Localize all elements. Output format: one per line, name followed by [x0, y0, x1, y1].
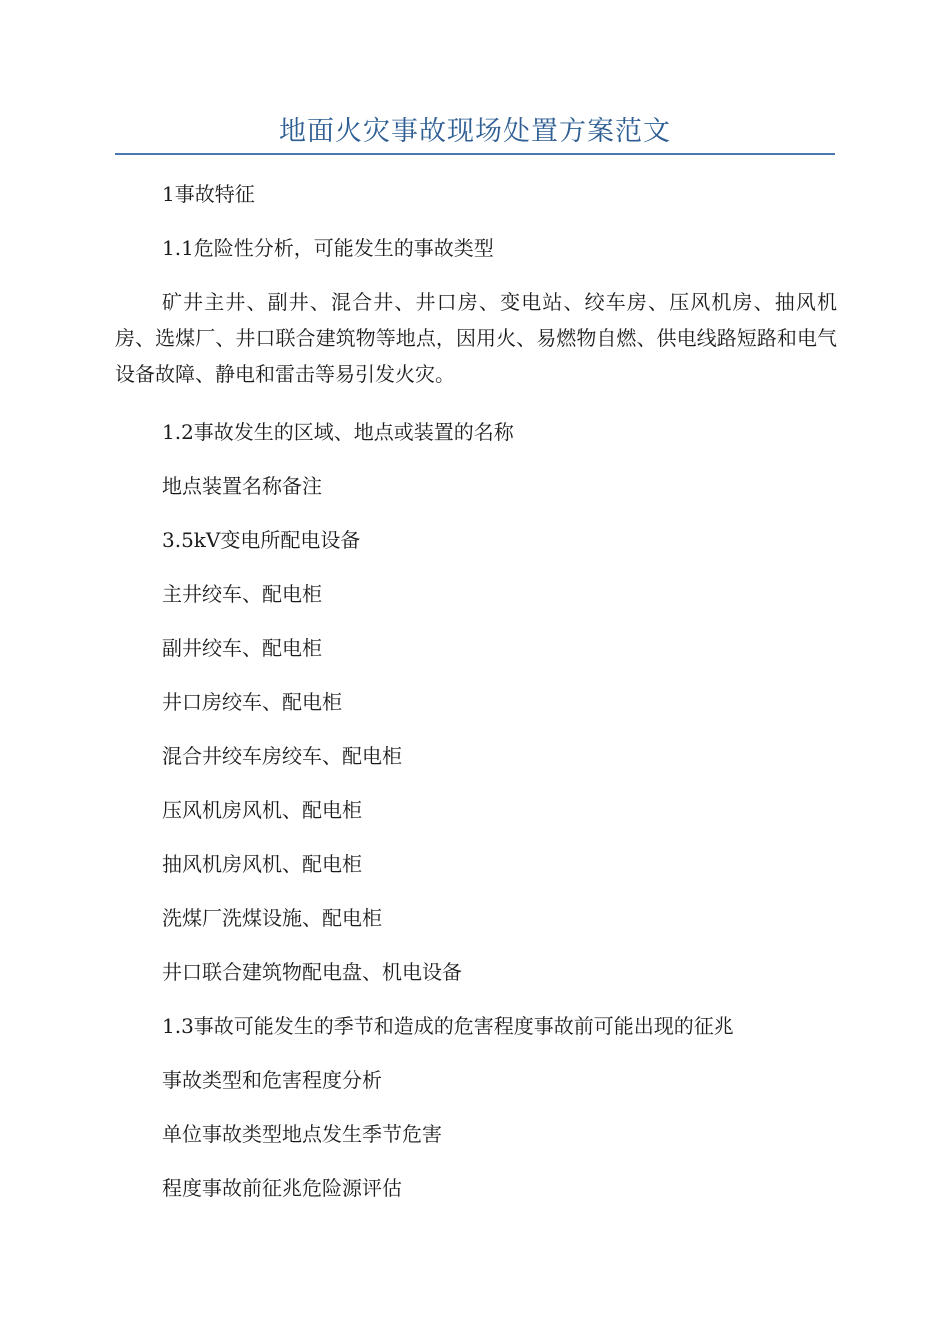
list-item: 压风机房风机、配电柜: [162, 798, 362, 822]
list-item: 3.5kV变电所配电设备: [162, 528, 361, 552]
body-paragraph-risk: 矿井主井、副井、混合井、井口房、变电站、绞车房、压风机房、抽风机房、选煤厂、井口联合建筑物等地点，因用火、易燃物自燃、供电线路短路和电气设备故障、静电和雷击等易引发火灾。: [115, 290, 837, 386]
list-item: 主井绞车、配电柜: [162, 582, 322, 606]
list-item: 井口联合建筑物配电盘、机电设备: [162, 960, 462, 984]
title-underline: [115, 153, 835, 155]
list-item: 副井绞车、配电柜: [162, 636, 322, 660]
section-heading-1-1: 1.1危险性分析，可能发生的事故类型: [162, 236, 494, 260]
list-item: 井口房绞车、配电柜: [162, 690, 342, 714]
document-title: 地面火灾事故现场处置方案范文: [279, 116, 671, 147]
list-item: 地点装置名称备注: [162, 474, 322, 498]
list-item: 程度事故前征兆危险源评估: [162, 1176, 402, 1200]
list-item: 单位事故类型地点发生季节危害: [162, 1122, 442, 1146]
section-heading-1-3: 1.3事故可能发生的季节和造成的危害程度事故前可能出现的征兆: [162, 1014, 734, 1038]
list-item: 混合井绞车房绞车、配电柜: [162, 744, 402, 768]
list-item: 事故类型和危害程度分析: [162, 1068, 382, 1092]
list-item: 抽风机房风机、配电柜: [162, 852, 362, 876]
list-item: 洗煤厂洗煤设施、配电柜: [162, 906, 382, 930]
section-heading-1-2: 1.2事故发生的区域、地点或装置的名称: [162, 420, 514, 444]
section-heading-1: 1事故特征: [162, 182, 255, 206]
